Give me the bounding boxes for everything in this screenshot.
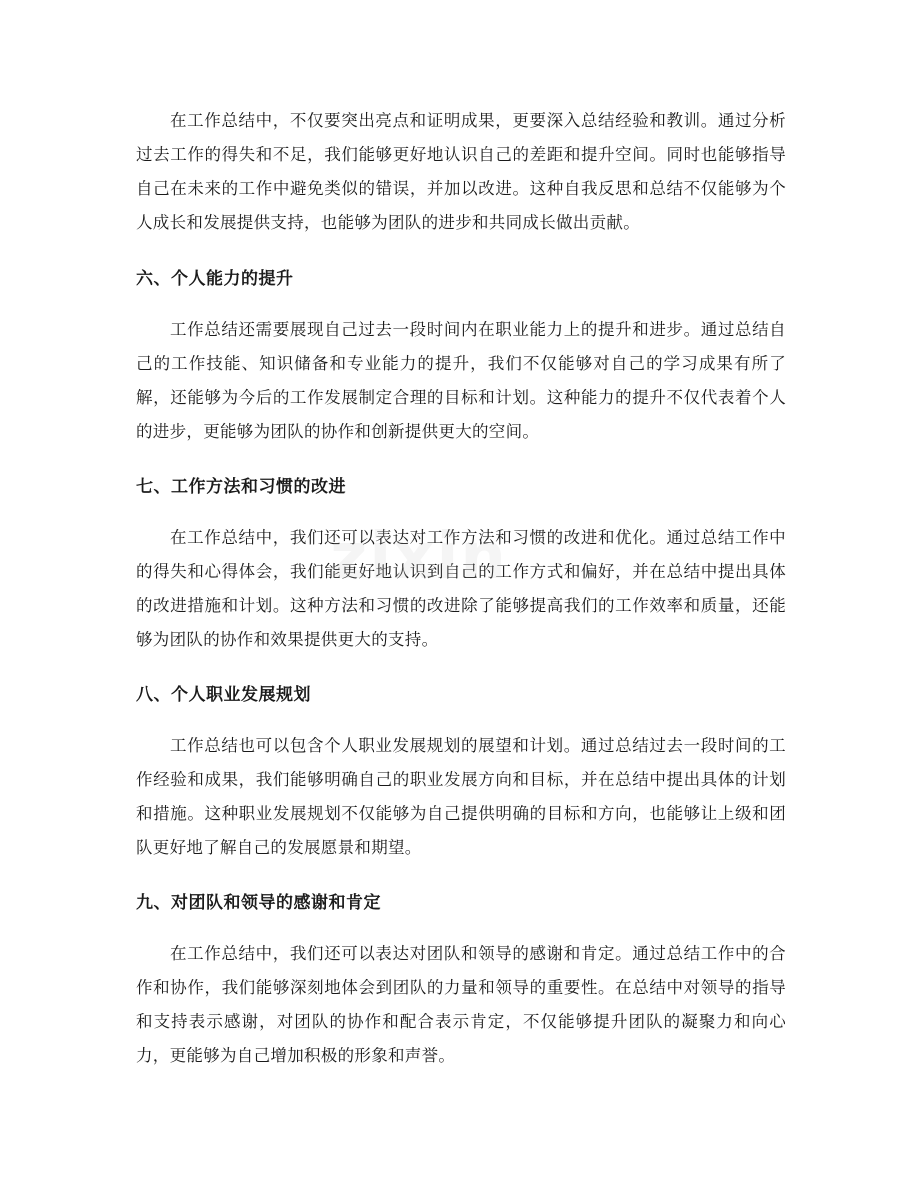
heading-section-9: 九、对团队和领导的感谢和肯定 bbox=[136, 893, 381, 913]
paragraph-section-8: 工作总结也可以包含个人职业发展规划的展望和计划。通过总结过去一段时间的工作经验和成果，我们能够明确自己的职业发展方向和目标，并在总结中提出具体的计划和措施。这种职业发展规划不仅能够为自己提供明确的目标和方向，也能够让上级和团队更好地了解自己的发展愿景和期望。 bbox=[136, 736, 786, 857]
paragraph-section-7: 在工作总结中，我们还可以表达对工作方法和习惯的改进和优化。通过总结工作中的得失和心得体会，我们能更好地认识到自己的工作方式和偏好，并在总结中提出具体的改进措施和计划。这种方法和习惯的改进除了能够提高我们的工作效率和质量，还能够为团队的协作和效果提供更大的支持。 bbox=[136, 528, 786, 649]
heading-section-8: 八、个人职业发展规划 bbox=[136, 685, 311, 705]
paragraph-section-9: 在工作总结中，我们还可以表达对团队和领导的感谢和肯定。通过总结工作中的合作和协作，我们能够深刻地体会到团队的力量和领导的重要性。在总结中对领导的指导和支持表示感谢，对团队的协作和配合表示肯定，不仅能够提升团队的凝聚力和向心力，更能够为自己增加积极的形象和声誉。 bbox=[136, 944, 786, 1065]
paragraph-summary-lessons: 在工作总结中，不仅要突出亮点和证明成果，更要深入总结经验和教训。通过分析过去工作的得失和不足，我们能够更好地认识自己的差距和提升空间。同时也能够指导自己在未来的工作中避免类似的错误，并加以改进。这种自我反思和总结不仅能够为个人成长和发展提供支持，也能够为团队的进步和共同成长做出贡献。 bbox=[136, 111, 786, 232]
heading-section-6: 六、个人能力的提升 bbox=[136, 269, 294, 289]
heading-section-7: 七、工作方法和习惯的改进 bbox=[136, 477, 346, 497]
watermark: zixin bbox=[330, 520, 508, 594]
paragraph-section-6: 工作总结还需要展现自己过去一段时间内在职业能力上的提升和进步。通过总结自己的工作技能、知识储备和专业能力的提升，我们不仅能够对自己的学习成果有所了解，还能够为今后的工作发展制定合理的目标和计划。这种能力的提升不仅代表着个人的进步，更能够为团队的协作和创新提供更大的空间。 bbox=[136, 320, 786, 441]
